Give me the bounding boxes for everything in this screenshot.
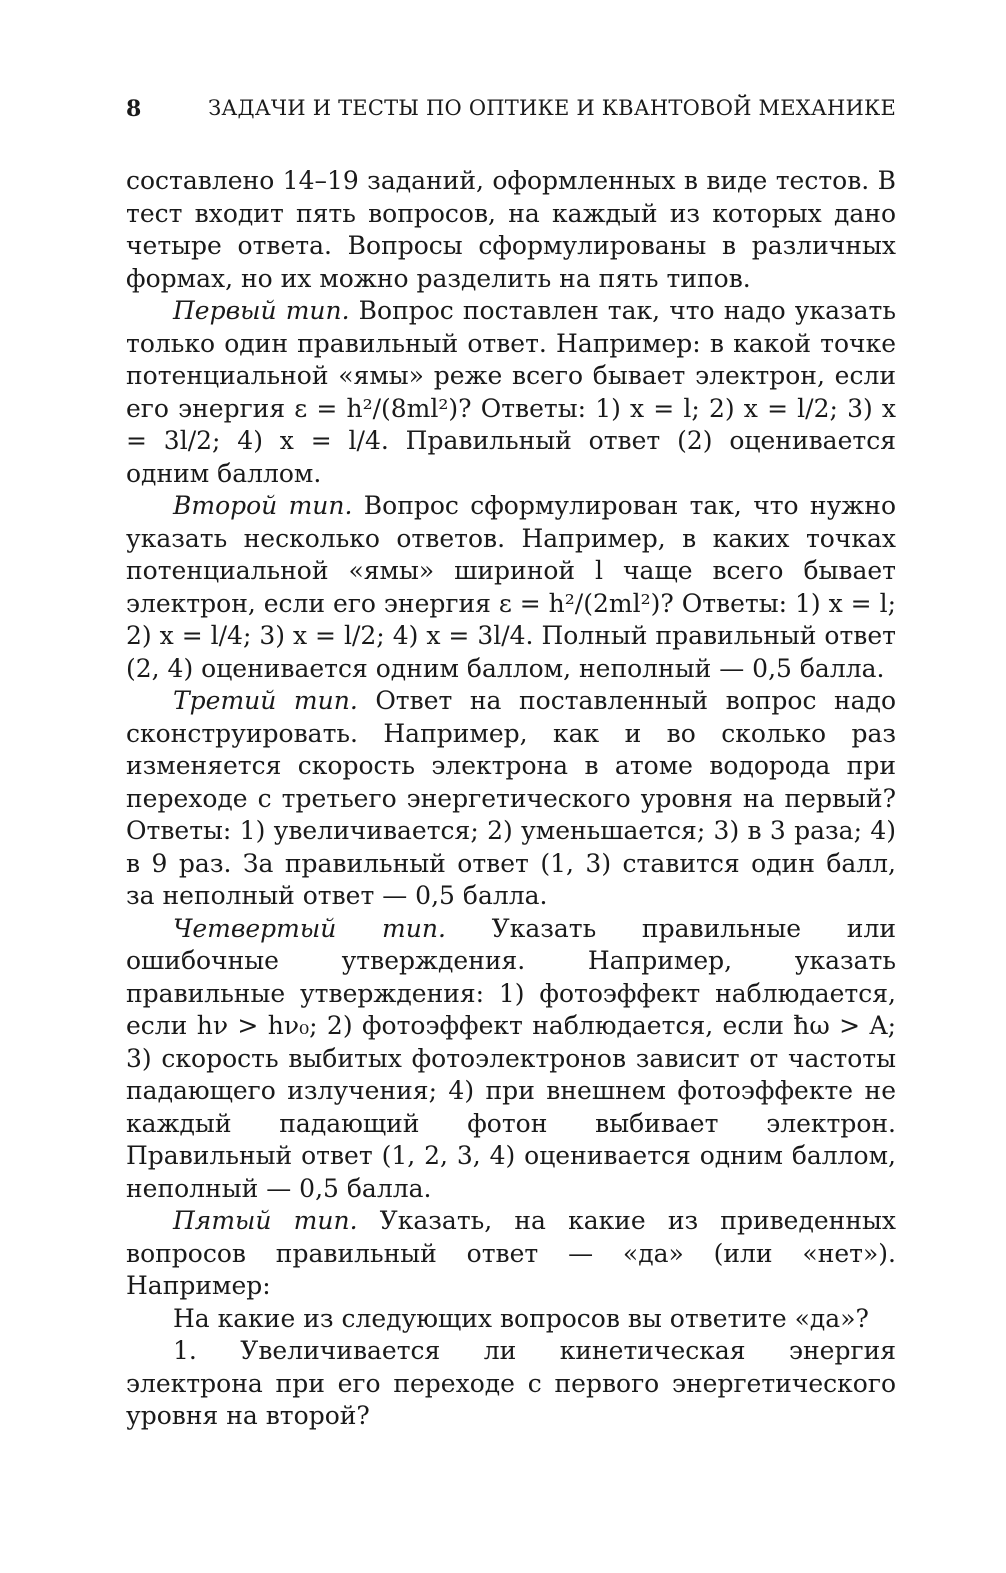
type4-text: Указать правильные или ошибочные утверждения. Например, указать правильные утверждения: 1) фотоэффект наблюдается, если hν > hν₀; 2) фотоэффект наблюдается, если ħω > A; 3) скорость выбитых фотоэлектронов зависит от частоты падающего излучения; 4) при внешнем фотоэффекте не каждый падающий фотон выбивает электрон. Правильный ответ (1, 2, 3, 4) оценивается одним баллом, неполный — 0,5 балла. <box>126 913 896 1203</box>
type2-text: Вопрос сформулирован так, что нужно указать несколько ответов. Например, в каких точках потенциальной «ямы» шириной l чаще всего бывает электрон, если его энергия ε = h²/(2ml²)? Ответы: 1) x = l; 2) x = l/4; 3) x = l/2; 4) x = 3l/4. Полный правильный ответ (2, 4) оценивается одним баллом, неполный — 0,5 балла. <box>126 491 897 683</box>
type5-term: Пятый тип. <box>173 1206 358 1235</box>
type5-text: Указать, на какие из приведенных вопросов правильный ответ — «да» (или «нет»). Например: <box>126 1206 896 1300</box>
type1-text: Вопрос поставлен так, что надо указать только один правильный ответ. Например: в какой точке потенциальной «ямы» реже всего бывает электрон, если его энергия ε = h²/(8ml²)? Ответы: 1) x = l; 2) x = l/2; 3) x = 3l/2; 4) x = l/4. Правильный ответ (2) оценивается одним баллом. <box>126 296 897 488</box>
page-header <box>126 96 896 126</box>
type3-text: Ответ на поставленный вопрос надо сконструировать. Например, как и во сколько раз изменяется скорость электрона в атоме водорода при переходе с третьего энергетического уровня на первый? Ответы: 1) увеличивается; 2) уменьшается; 3) в 3 раза; 4) в 9 раз. За правильный ответ (1, 3) ставится один балл, за неполный ответ — 0,5 балла. <box>126 686 896 910</box>
page-number: 8 <box>126 96 142 122</box>
type5-paragraph <box>126 1205 896 1303</box>
type1-term: Первый тип. <box>173 296 350 325</box>
type2-paragraph <box>126 490 896 685</box>
type3-paragraph <box>126 685 896 913</box>
intro-paragraph: составлено 14–19 заданий, оформленных в виде тестов. В тест входит пять вопросов, на каждый из которых дано четыре ответа. Вопросы сформулированы в различных формах, но их можно разделить на пять типов. <box>126 166 896 293</box>
type1-paragraph <box>126 295 896 490</box>
question-prompt: На какие из следующих вопросов вы ответите «да»? <box>173 1303 869 1333</box>
question-1: 1. Увеличивается ли кинетическая энергия электрона при его переходе с первого энергетического уровня на второй? <box>126 1336 896 1430</box>
type3-term: Третий тип. <box>173 686 358 715</box>
type4-term: Четвертый тип. <box>173 913 446 943</box>
running-title: ЗАДАЧИ И ТЕСТЫ ПО ОПТИКЕ И КВАНТОВОЙ МЕХАНИКЕ <box>208 96 896 120</box>
type2-term: Второй тип. <box>173 491 353 520</box>
page-body <box>126 165 896 1433</box>
type4-paragraph <box>126 913 896 1206</box>
